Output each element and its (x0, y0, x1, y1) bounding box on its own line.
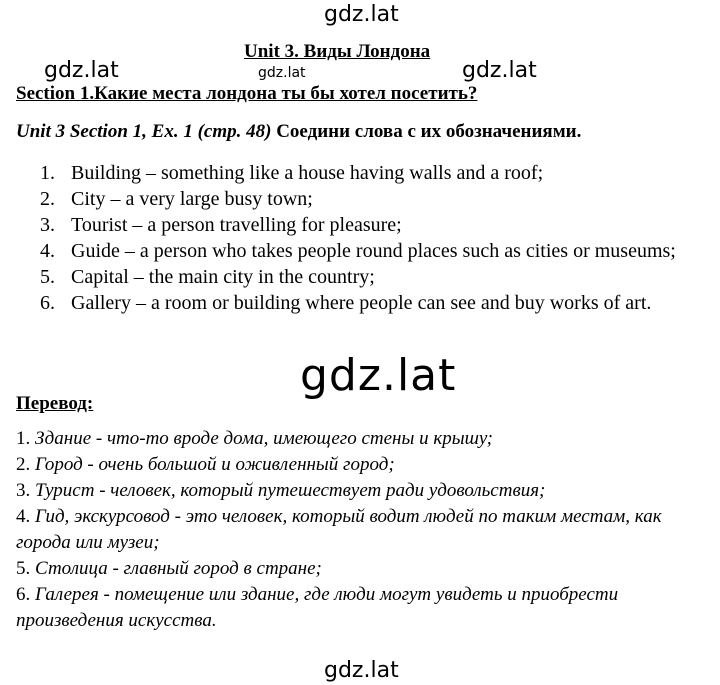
translation-list (16, 426, 676, 634)
watermark-top: gdz.lat (324, 2, 399, 27)
exercise-heading (16, 122, 581, 141)
watermark-left: gdz.lat (44, 58, 119, 83)
translation-number: 1. (16, 428, 31, 449)
exercise-instruction: Соедини слова с их обозначениями. (271, 121, 582, 142)
translation-text: Здание - что-то вроде дома, имеющего стены и крышу; (30, 428, 493, 449)
unit-title: Unit 3. Виды Лондона (244, 41, 431, 62)
vocabulary-list (40, 160, 680, 316)
list-item (40, 186, 680, 212)
translation-text: Галерея - помещение или здание, где люди могут увидеть и приобрести произведения искусства. (16, 584, 619, 631)
translation-number: 6. (16, 584, 31, 605)
watermark-right: gdz.lat (462, 58, 537, 83)
translation-number: 4. (16, 506, 31, 527)
exercise-reference: Unit 3 Section 1, Ex. 1 (стр. 48) (16, 121, 272, 142)
translation-number: 2. (16, 454, 31, 475)
item-number: 4. (40, 240, 55, 262)
section-title: Section 1.Какие места лондона ты бы хотел посетить? (16, 83, 478, 104)
translation-number: 3. (16, 480, 31, 501)
item-number: 1. (40, 162, 55, 184)
item-text: Gallery – a room or building where people can see and buy works of art. (71, 292, 652, 314)
list-item (40, 264, 680, 290)
translation-line (16, 556, 676, 582)
translation-line (16, 452, 676, 478)
item-number: 6. (40, 292, 55, 314)
watermark-bottom: gdz.lat (324, 658, 399, 683)
watermark-small: gdz.lat (258, 65, 306, 81)
item-text: Guide – a person who takes people round places such as cities or museums; (71, 240, 676, 262)
translation-number: 5. (16, 558, 31, 579)
item-text: Capital – the main city in the country; (71, 266, 375, 288)
translation-text: Турист - человек, который путешествует ради удовольствия; (30, 480, 546, 501)
list-item (40, 160, 680, 186)
item-number: 3. (40, 214, 55, 236)
list-item (40, 212, 680, 238)
translation-line (16, 426, 676, 452)
item-text: Tourist – a person travelling for pleasure; (71, 214, 402, 236)
translation-text: Гид, экскурсовод - это человек, который водит людей по таким местам, как города или музеи; (16, 506, 662, 553)
translation-text: Столица - главный город в стране; (30, 558, 322, 579)
item-text: Building – something like a house having walls and a roof; (71, 162, 544, 184)
item-number: 2. (40, 188, 55, 210)
translation-line (16, 478, 676, 504)
item-text: City – a very large busy town; (71, 188, 313, 210)
watermark-center: gdz.lat (300, 350, 457, 401)
list-item (40, 290, 680, 316)
translation-text: Город - очень большой и оживленный город; (30, 454, 395, 475)
translation-line (16, 504, 676, 556)
list-item (40, 238, 680, 264)
translation-heading: Перевод: (16, 393, 94, 414)
item-number: 5. (40, 266, 55, 288)
translation-line (16, 582, 676, 634)
